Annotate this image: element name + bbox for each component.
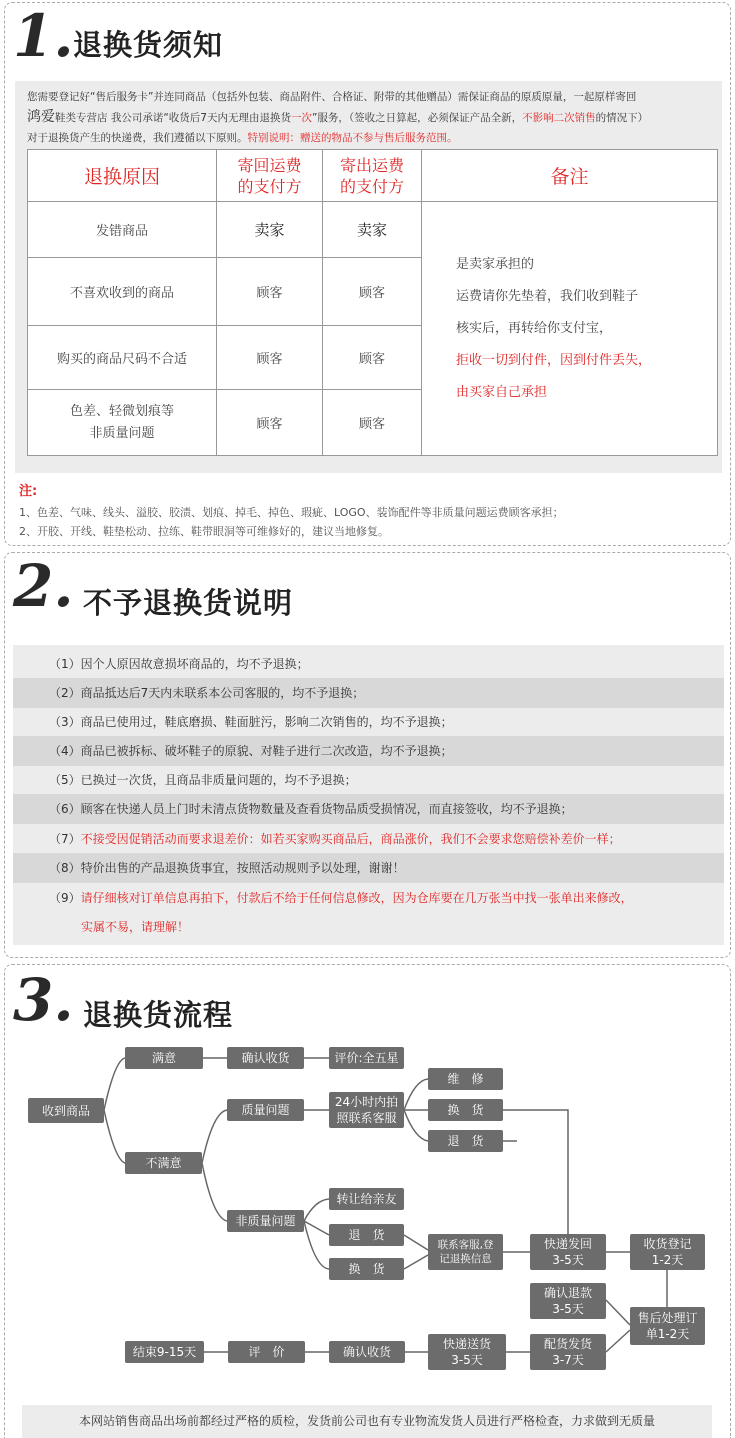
header-back-fee: 寄回运费 的支付方 [217,150,323,202]
back-fee-cell: 顾客 [217,390,323,456]
intro-line-1: 您需要登记好“售后服务卡”并连同商品（包括外包装、商品附件、合格证、附带的其他赠品）需保证商品的原质原量，一起原样寄回 [27,91,637,103]
flow-transfer: 转让给亲友 [329,1188,404,1210]
section-number: 2. [13,552,74,620]
header-note: 备注 [422,150,718,202]
out-fee-cell: 顾客 [323,390,422,456]
flow-confirm-receipt: 确认收货 [227,1047,304,1069]
out-fee-cell: 卖家 [323,202,422,258]
flow-return: 退 货 [428,1130,503,1152]
header-out-fee: 寄出运费 的支付方 [323,150,422,202]
quality-note: 本网站销售商品出场前都经过严格的质检，发货前公司也有专业物流发货人员进行严格检查，力求做到无质量 [22,1405,712,1438]
flow-receive: 收到商品 [28,1098,104,1123]
rule-item: （2）商品抵达后7天内未联系本公司客服的，均不予退换； [13,678,724,708]
flow-rate: 评 价 [228,1341,305,1363]
note-line: 运费请你先垫着，我们收到鞋子 [456,288,639,304]
footnote-label: 注: [19,484,38,499]
flow-register: 收货登记 1-2天 [630,1234,705,1270]
section-title: 不予退换货说明 [83,586,294,620]
section-number: 3. [13,966,74,1034]
flow-confirm-receipt-2: 确认收货 [329,1341,405,1363]
intro-line-3: 对于退换货产生的快递费，我们遵循以下原则。特别说明：赠送的物品不参与售后服务范围。 [27,132,458,144]
flow-satisfied: 满意 [125,1047,203,1069]
flow-non-quality-issue: 非质量问题 [227,1210,304,1232]
reason-cell: 不喜欢收到的商品 [28,258,217,326]
flow-contact-service: 联系客服,登 记退换信息 [428,1234,503,1270]
reason-cell: 发错商品 [28,202,217,258]
footnote-1: 1、色差、气味、线头、溢胶、胶渍、划痕、掉毛、掉色、瑕疵、LOGO、装饰配件等非质量问题运费顾客承担； [19,506,564,519]
note-line-red: 由买家自己承担 [456,384,548,400]
back-fee-cell: 顾客 [217,258,323,326]
header-reason: 退换原因 [28,150,217,202]
flow-refund: 确认退款 3-5天 [530,1283,606,1319]
note-line-red: 拒收一切到付件，因到付件丢失， [456,352,652,368]
out-fee-cell: 顾客 [323,326,422,390]
intro-line-2: 鸿爱鞋类专营店 我公司承诺“收货后7天内无理由退换货一次”服务，（签收之日算起，必须保证产品全新，不影响二次销售的情况下） [27,109,649,125]
flow-quality-issue: 质量问题 [227,1099,304,1121]
reason-cell: 购买的商品尺码不合适 [28,326,217,390]
rule-item-red: 实属不易，请理解！ [81,920,190,934]
flow-unsatisfied: 不满意 [125,1152,202,1174]
flow-dispatch: 配货发货 3-7天 [530,1334,606,1370]
rule-item: （3）商品已使用过，鞋底磨损、鞋面脏污，影响二次销售的，均不予退换； [49,715,453,729]
rule-item: （1）因个人原因故意损坏商品的，均不予退换； [49,657,309,671]
rule-item-red: （7）不接受因促销活动而要求退差价：如若买家购买商品后，商品涨价，我们不会要求您赔偿补差价一样； [49,832,621,846]
out-fee-cell: 顾客 [323,258,422,326]
rule-item: （8）特价出售的产品退换货事宜，按照活动规则予以处理，谢谢！ [13,853,724,883]
flow-express-delivery: 快递送货 3-5天 [428,1334,506,1370]
flow-end: 结束9-15天 [125,1341,204,1363]
flow-aftersale: 售后处理订 单1-2天 [630,1307,705,1345]
flow-ship-back: 快递发回 3-5天 [530,1234,606,1270]
rule-item: （6）顾客在快递人员上门时未清点货物数量及查看货物品质受损情况，而直接签收，均不予退换； [13,794,724,824]
flow-photo-contact: 24小时内拍 照联系客服 [329,1092,404,1128]
reason-cell: 色差、轻微划痕等 非质量问题 [28,390,217,456]
section-title: 退换货须知 [73,28,224,62]
rule-item-red: （9）请仔细核对订单信息再拍下，付款后不给于任何信息修改，因为仓库要在几万张当中找一张单出来修改， [49,891,633,905]
back-fee-cell: 卖家 [217,202,323,258]
flow-return-2: 退 货 [329,1224,404,1246]
rule-item: （5）已换过一次货，且商品非质量问题的，均不予退换； [49,773,357,787]
rule-item: （4）商品已被拆标、破坏鞋子的原貌、对鞋子进行二次改造，均不予退换； [13,736,724,766]
flow-rate-five-star: 评价:全五星 [329,1047,404,1069]
footnote-2: 2、开胶、开线、鞋垫松动、拉练、鞋带眼洞等可维修好的，建议当地修复。 [19,525,389,538]
section-number: 1. [13,2,74,70]
flow-repair: 维 修 [428,1068,503,1090]
back-fee-cell: 顾客 [217,326,323,390]
section-title: 退换货流程 [83,998,234,1032]
note-line: 是卖家承担的 [456,256,535,272]
flow-exchange: 换 货 [428,1099,503,1121]
flow-exchange-2: 换 货 [329,1258,404,1280]
note-line: 核实后，再转给你支付宝， [456,320,613,336]
